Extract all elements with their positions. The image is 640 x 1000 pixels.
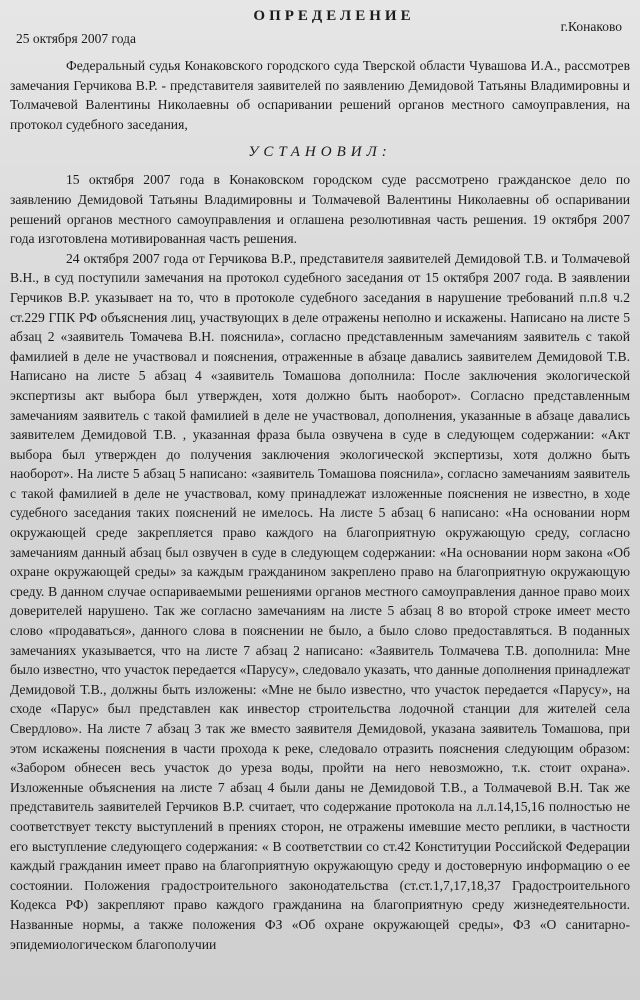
body-text (10, 170, 630, 954)
section-heading: УСТАНОВИЛ: (248, 144, 392, 161)
document-date: 25 октября 2007 года (16, 31, 136, 46)
document-city: г.Конаково (560, 19, 622, 34)
intro-paragraph: Федеральный судья Конаковского городского суда Тверской области Чувашова И.А., рассмотрев замечания Герчикова В.Р. - представителя заявителей по заявлению Демидовой Татьяны Владимировны и Толмачевой Валентины Николаевны об оспаривании решений органов местного самоуправления, на протокол судебного заседания, (10, 58, 630, 132)
intro-block (10, 56, 630, 134)
paragraph-1: 15 октября 2007 года в Конаковском городском суде рассмотрено гражданское дело по заявлению Демидовой Татьяны Владимировны и Толмачевой Валентины Николаевны об оспаривании решений органов местного самоуправления и оглашена резолютивная часть решения. 19 октября 2007 года изготовлена мотивированная часть решения. (10, 172, 630, 247)
document-title: ОПРЕДЕЛЕНИЕ (253, 8, 415, 24)
date-city-line (16, 19, 622, 48)
paragraph-2: 24 октября 2007 года от Герчикова В.Р., представителя заявителей Демидовой Т.В. и Толмачевой В.Н., в суд поступили замечания на протокол судебного заседания от 15 октября 2007 года. В заявлении Герчиков В.Р. указывает на то, что в протоколе судебного заседания в нарушение требований п.п.8 ч.2 ст.229 ГПК РФ объяснения лиц, участвующих в деле отражены неполно и искажены. Написано на листе 5 абзац 2 «заявитель Томачева В.Н. пояснила», согласно представленным замечаниям заявитель с такой фамилией в деле не участвовал и пояснения, отраженные в абзаце давались заявителем Демидовой Т.В. Написано на листе 5 абзац 4 «заявитель Томашова дополнила: После заключения экологической экспертизы акт выбора был утвержден, хотя должно быть наоборот». Согласно представленным замечаниям заявитель с такой фамилией в деле не участвовал, дополнения, указанные в абзаце давались заявителем Демидовой Т.В. , указанная фраза была озвучена в суде в следующем содержании: «Акт выбора был утвержден до получения заключения экологической экспертизы, хотя должно быть наоборот». На листе 5 абзац 5 написано: «заявитель Томашова пояснила», согласно замечаниям заявитель с такой фамилией в деле не участвовал, кому принадлежат изложенные пояснения не известно, в ходе судебного заседания таких пояснений не имелось. На листе 5 абзац 6 написано: «На основании норм окружающей среде закрепляется право каждого на благоприятную окружающую среду, согласно замечаниям данный абзац был озвучен в суде в следующем содержании: «На основании норм закона «Об охране окружающей среды» за каждым гражданином закреплено право на благоприятную окружающую среду. В данном случае оспариваемыми решениями органов местного самоуправления данное право моих доверителей нарушено. Так же согласно замечаниям на листе 5 абзац 8 во второй строке имеет место слово «продаваться», данного слова в пояснении не было, а было слово предоставляться. В поданных замечаниях указывается, что на листе 7 абзац 2 написано: «Заявитель Толмачева Т.В. дополнила: Мне было известно, что участок передается «Парусу», следовало указать, что данные дополнения принадлежат Демидовой Т.В., должны быть изложены: «Мне не было известно, что участок передается «Парусу», на сходе «Парус» был представлен как инвестор строительства лодочной станции для жителей села Свердлово». На листе 7 абзац 3 так же вместо заявителя Демидовой, указана заявитель Томашова, при этом искажены пояснения в части прохода к реке, следовало отразить пояснения следующим образом: «Забором обнесен весь участок до уреза воды, пройти на него невозможно, т.к. стоит охрана». Изложенные объяснения на листе 7 абзац 4 были даны не Демидовой Т.В., а Толмачевой В.Н. Так же представитель заявителей Герчиков В.Р. считает, что содержание протокола на л.л.14,15,16 полностью не соответствует тексту выступлений в прениях сторон, не отражены имевшие место реплики, в частности его выступление следующего содержания: « В соответствии со ст.42 Конституции Российской Федерации каждый гражданин имеет право на благоприятную окружающую среду и достоверную информацию о ее состоянии. Положения градостроительного законодательства (ст.ст.1,7,17,18,37 Градостроительного Кодекса РФ) закрепляют право каждого гражданина на благоприятную среду жизнедеятельности. Названные нормы, а также положения ФЗ «Об охране окружающей среды», ФЗ «О санитарно-эпидемиологическом благополучии (10, 250, 630, 952)
